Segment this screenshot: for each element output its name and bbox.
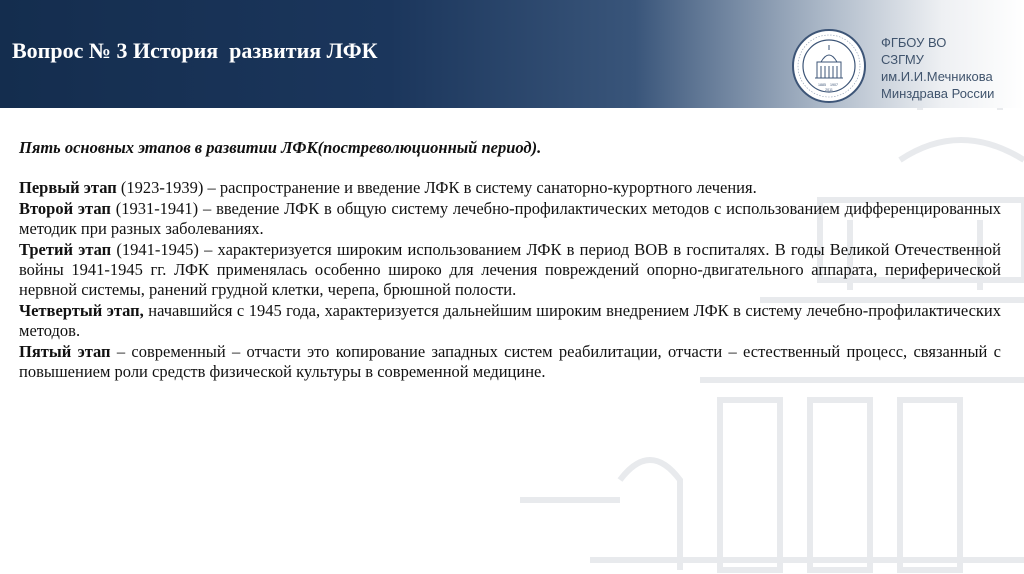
stage-text: (1931-1941) – введение ЛФК в общую систему лечебно-профилактических методов с использованием дифференцированных методик при разных заболеваниях. [19, 198, 1001, 239]
stage-text: (1923-1939) – распространение и введение ЛФК в систему санаторно-курортного лечения. [116, 178, 757, 198]
stage-paragraph [19, 301, 1001, 342]
stage-label: Третий этап [19, 239, 112, 259]
stage-text: – современный – отчасти это копирование западных систем реабилитации, отчасти – естественный процесс, связанный с повышением роли средств физической культуры в современной медицине. [19, 341, 1001, 382]
stage-label: Второй этап [19, 198, 111, 218]
logo-year-2: 1907 [830, 83, 838, 87]
logo-year-3: 2011 [825, 88, 833, 92]
stage-label: Первый этап [19, 178, 117, 198]
logo-year-1: 1885 [818, 83, 826, 87]
org-line-4: Минздрава России [881, 86, 995, 101]
org-line-3: им.И.И.Мечникова [881, 69, 993, 84]
stage-paragraph [19, 240, 1001, 301]
slide-content [19, 138, 1001, 382]
stage-label: Четвертый этап, [19, 300, 144, 320]
stage-paragraph [19, 178, 1001, 198]
content-subtitle: Пять основных этапов в развитии ЛФК(постреволюционный период). [19, 138, 542, 157]
stage-text: начавшийся с 1945 года, характеризуется дальнейшим широким внедрением ЛФК в систему лечебно-профилактических методов. [19, 300, 1001, 341]
stage-text: (1941-1945) – характеризуется широким использованием ЛФК в период ВОВ в госпиталях. В годы Великой Отечественной войны 1941-1945 гг. ЛФК применялась особенно широко для лечения повреждений опорно-двигательного аппарата, периферической нервной системы, ранений грудной клетки, черепа, брюшной полости. [19, 239, 1001, 300]
stage-paragraph [19, 199, 1001, 240]
header-bar [0, 0, 1024, 108]
stage-paragraph [19, 342, 1001, 383]
slide-title: Вопрос № 3 История развития ЛФК [12, 38, 378, 63]
organization-name [881, 34, 994, 102]
org-line-1: ФГБОУ ВО [881, 35, 947, 50]
stage-label: Пятый этап [19, 341, 111, 361]
university-seal-logo [791, 28, 867, 104]
org-line-2: СЗГМУ [881, 52, 924, 67]
